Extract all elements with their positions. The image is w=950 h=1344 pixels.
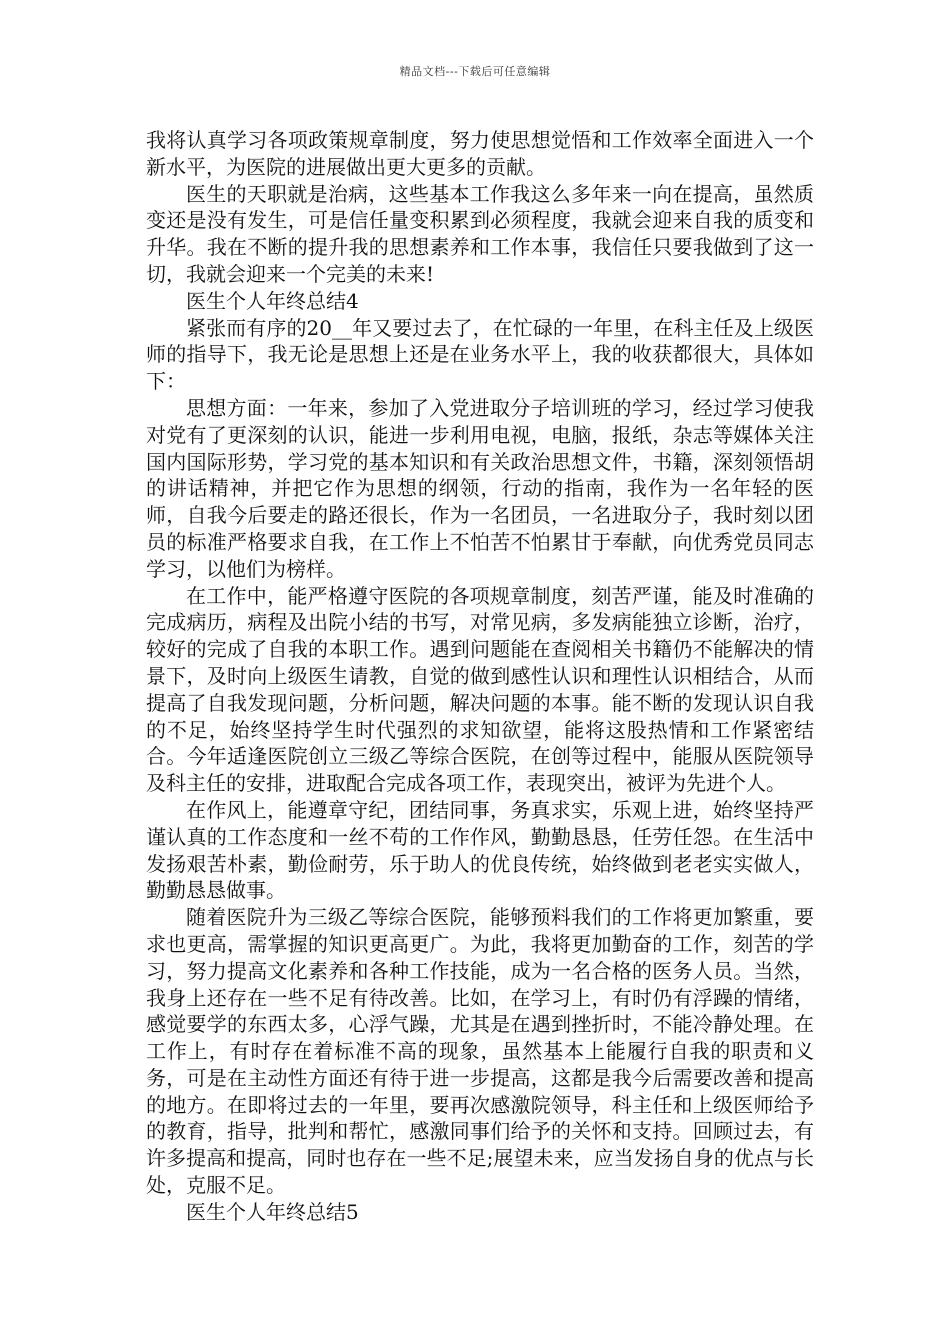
paragraph-continuation: 我将认真学习各项政策规章制度，努力使思想觉悟和工作效率全面进入一个新水平，为医院的进展做出更大更多的贡献。 [146,128,814,179]
paragraph: 医生的天职就是治病，这些基本工作我这么多年来一向在提高，虽然质变还是没有发生，可是信任量变积累到必须程度，我就会迎来自我的质变和升华。我在不断的提升我的思想素养和工作本事，我信任只要我做到了这一切，我就会迎来一个完美的未来! [146,181,814,286]
section-heading: 医生个人年终总结5 [186,1199,359,1224]
paragraph: 在作风上，能遵章守纪，团结同事，务真求实，乐观上进，始终坚持严谨认真的工作态度和一丝不苟的工作作风，勤勤恳恳，任劳任怨。在生活中发扬艰苦朴素，勤俭耐劳，乐于助人的优良传统，始终做到老老实实做人，勤勤恳恳做事。 [146,797,814,903]
section-heading: 医生个人年终总结4 [186,288,359,313]
paragraph: 在工作中，能严格遵守医院的各项规章制度，刻苦严谨，能及时准确的完成病历，病程及出院小结的书写，对常见病，多发病能独立诊断，治疗，较好的完成了自我的本职工作。遇到问题能在查阅相关书籍仍不能解决的情景下，及时向上级医生请教，自觉的做到感性认识和理性认识相结合，从而提高了自我发现问题，分析问题，解决问题的本事。能不断的发现认识自我的不足，始终坚持学生时代强烈的求知欲望，能将这股热情和工作紧密结合。今年适逢医院创立三级乙等综合医院，在创等过程中，能服从医院领导及科主任的安排，进取配合完成各项工作，表现突出，被评为先进个人。 [146,583,814,796]
paragraph: 思想方面：一年来，参加了入党进取分子培训班的学习，经过学习使我对党有了更深刻的认识，能进一步利用电视，电脑，报纸，杂志等媒体关注国内国际形势，学习党的基本知识和有关政治思想文件，书籍，深刻领悟胡的讲话精神，并把它作为思想的纲领，行动的指南，我作为一名年轻的医师，自我今后要走的路还很长，作为一名团员，一名进取分子，我时刻以团员的标准严格要求自我，在工作上不怕苦不怕累甘于奉献，向优秀党员同志学习，以他们为榜样。 [146,395,814,581]
document-body [146,127,814,1226]
paragraph: 紧张而有序的20__年又要过去了，在忙碌的一年里，在科主任及上级医师的指导下，我无论是思想上还是在业务水平上，我的收获都很大，具体如下： [146,315,814,394]
page-header: 精品文档---下载后可任意编辑 [399,65,551,78]
paragraph: 随着医院升为三级乙等综合医院，能够预料我们的工作将更加繁重，要求也更高，需掌握的知识更高更广。为此，我将更加勤奋的工作，刻苦的学习，努力提高文化素养和各种工作技能，成为一名合格的医务人员。当然，我身上还存在一些不足有待改善。比如，在学习上，有时仍有浮躁的情绪，感觉要学的东西太多，心浮气躁，尤其是在遇到挫折时，不能冷静处理。在工作上，有时存在着标准不高的现象，虽然基本上能履行自我的职责和义务，可是在主动性方面还有待于进一步提高，这都是我今后需要改善和提高的地方。在即将过去的一年里，要再次感激院领导，科主任和上级医师给予的教育，指导，批判和帮忙，感激同事们给予的关怀和支持。回顾过去，有许多提高和提高，同时也存在一些不足;展望未来，应当发扬自身的优点与长处，克服不足。 [146,905,814,1198]
